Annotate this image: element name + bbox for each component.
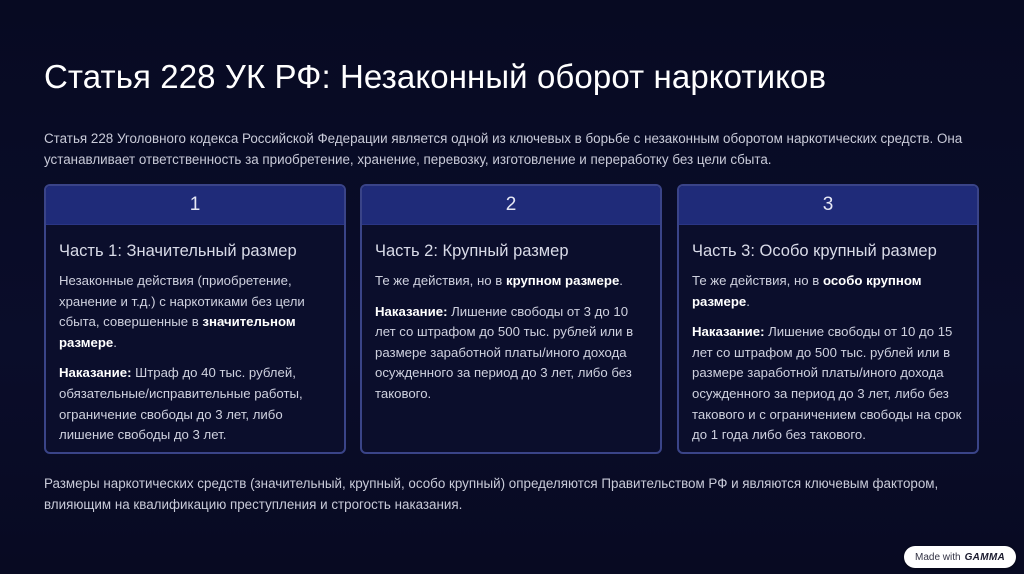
badge-prefix: Made with	[915, 551, 961, 563]
card-description	[59, 271, 331, 353]
description-emphasis: крупном размере	[505, 273, 620, 288]
description-emphasis: значительном размере	[59, 314, 296, 350]
penalty-text: Лишение свободы от 3 до 10 лет со штрафом до 500 тыс. рублей или в размере заработной платы/иного дохода осужденного за период до 3 лет, либо без такового.	[375, 303, 634, 401]
card-number: 3	[679, 186, 977, 225]
page-title: Статья 228 УК РФ: Незаконный оборот наркотиков	[44, 58, 827, 95]
intro-paragraph: Статья 228 Уголовного кодекса Российской Федерации является одной из ключевых в борьбе с незаконным оборотом наркотических средств. Она устанавливает ответственность за приобретение, хранение, перевозку, изготовление и переработку без цели сбыта.	[44, 131, 963, 167]
card-penalty	[692, 322, 964, 446]
card-part-3	[677, 184, 979, 454]
card-penalty	[59, 363, 331, 445]
description-end: .	[619, 273, 623, 288]
made-with-gamma-badge[interactable]	[904, 546, 1016, 568]
card-penalty	[375, 302, 647, 405]
penalty-label: Наказание:	[59, 365, 132, 381]
card-number: 2	[362, 186, 660, 225]
card-heading: Часть 2: Крупный размер	[375, 242, 569, 260]
description-end: .	[746, 293, 750, 309]
card-part-2	[360, 184, 662, 454]
penalty-label: Наказание:	[375, 303, 448, 319]
penalty-text: Штраф до 40 тыс. рублей, обязательные/исправительные работы, ограничение свободы до 3 лет, либо лишение свободы до 3 лет.	[59, 365, 303, 443]
card-body	[362, 225, 660, 405]
card-body	[46, 225, 344, 446]
description-emphasis: особо крупном размере	[692, 273, 922, 309]
footer-paragraph: Размеры наркотических средств (значительный, крупный, особо крупный) определяются Правительством РФ и являются ключевым фактором, влияющим на квалификацию преступления и строгость наказания.	[44, 476, 939, 512]
card-heading: Часть 1: Значительный размер	[59, 242, 297, 260]
card-description	[375, 271, 647, 292]
gamma-logo: GAMMA	[964, 551, 1005, 563]
penalty-label: Наказание:	[692, 324, 765, 340]
penalty-text: Лишение свободы от 10 до 15 лет со штрафом до 500 тыс. рублей или в размере заработной платы/иного дохода осужденного за период до 3 лет, либо без такового и с ограничением свободы на срок до 1 года либо без такового.	[692, 324, 962, 443]
description-text: Те же действия, но в	[692, 273, 823, 288]
description-text: Те же действия, но в	[375, 273, 506, 288]
card-number: 1	[46, 186, 344, 225]
description-end: .	[113, 334, 117, 350]
description-text: Незаконные действия (приобретение, хранение и т.д.) с наркотиками без цели сбыта, совершенные в	[59, 273, 305, 330]
card-heading: Часть 3: Особо крупный размер	[692, 242, 937, 260]
card-part-1	[44, 184, 346, 454]
card-description	[692, 271, 964, 312]
card-body	[679, 225, 977, 446]
